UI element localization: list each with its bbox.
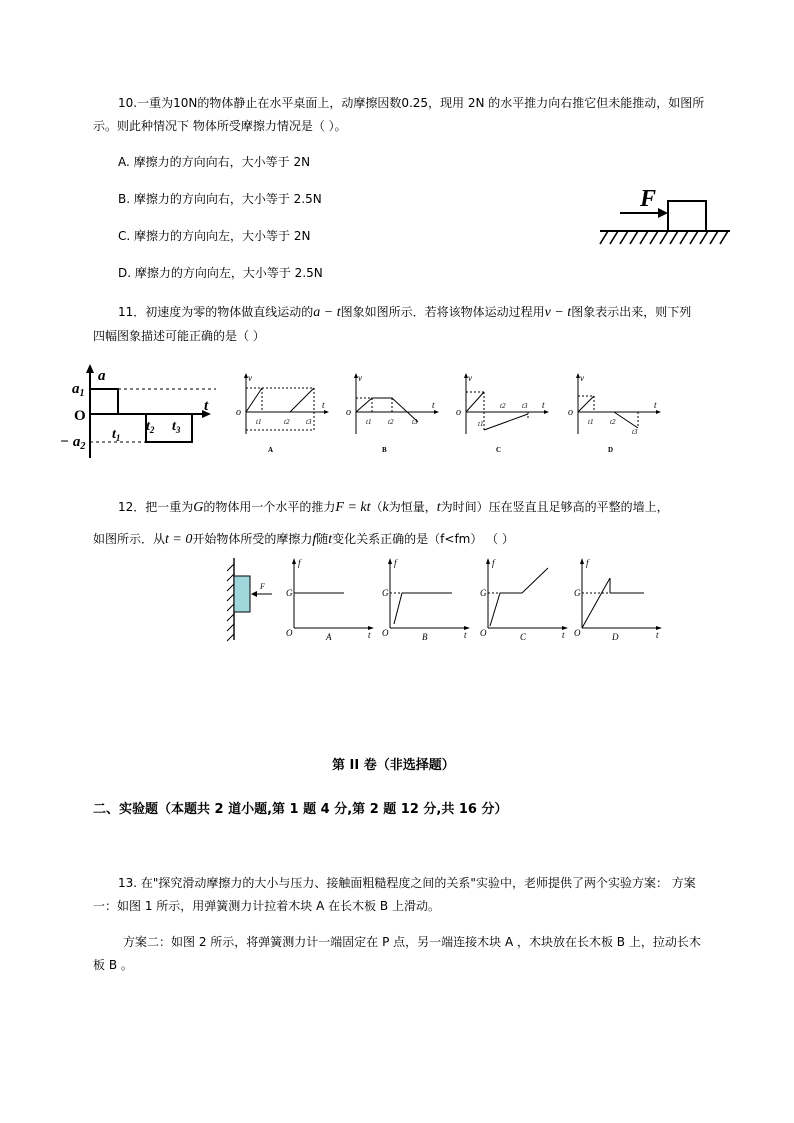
q11-at-graph [56, 362, 226, 462]
q12-ft-graph-a [284, 556, 376, 642]
q12-symbol-t0: t = 0 [165, 532, 193, 547]
q12-line1 [118, 499, 669, 516]
q10-line2: 示。则此种情况下 物体所受摩擦力情况是（ ）。 [93, 119, 347, 133]
q11-vt-d-t-label: t [654, 400, 657, 410]
q12-symbol-f: f [312, 532, 317, 547]
section-title: 第 II 卷（非选择题） [332, 758, 455, 773]
q11-vt-c-label: C [496, 446, 502, 454]
q12-text-line2c: 随 [316, 532, 329, 546]
q12-wall-figure [224, 556, 284, 642]
q12-text-part5: 为时间）压在竖直且足够高的平整的墙上， [440, 500, 669, 514]
q12-symbol-F: F = kt [335, 500, 371, 515]
q12-ft-a-label: A [326, 632, 332, 642]
q11-text-part2: 图象如图所示．若将该物体运动过程用 [340, 305, 545, 319]
q11-vt-c-v-label: v [468, 373, 472, 383]
q11-at-t2-label: $t_2$ [146, 419, 155, 435]
q11-vt-graph-b [344, 372, 444, 456]
q12-ft-graph-d [572, 556, 664, 642]
q11-at-a1-label: $a_1$ [72, 381, 85, 399]
q11-at-origin-label: O [74, 408, 86, 424]
q11-vt-c-t1: t1 [478, 420, 484, 428]
q11-vt-b-t3: t3 [412, 418, 418, 426]
q12-symbol-t2: t [328, 532, 333, 547]
q10-option-a: A. 摩擦力的方向向右，大小等于 2N [118, 155, 311, 169]
q11-symbol-v-t: v − t [544, 305, 572, 320]
q12-ft-d-label: D [612, 632, 619, 642]
q12-ft-b-f-label: f [394, 558, 397, 568]
q12-ft-d-f-label: f [586, 558, 589, 568]
q12-symbol-k: k [382, 500, 389, 515]
q11-vt-d-t3: t3 [632, 428, 638, 436]
q12-ft-c-t-label: t [562, 630, 565, 640]
q11-vt-a-origin: o [236, 407, 241, 418]
q12-ft-a-t-label: t [368, 630, 371, 640]
q11-vt-c-t3: t3 [522, 402, 528, 410]
q11-vt-graph-c [454, 372, 554, 456]
q11-vt-a-t3: t3 [306, 418, 312, 426]
q12-ft-graph-b [380, 556, 472, 642]
q11-vt-d-t1: t1 [588, 418, 594, 426]
q10-figure-block-on-ground [596, 182, 736, 252]
q12-ft-b-label: B [422, 632, 428, 642]
section-heading: 二、实验题（本题共 2 道小题,第 1 题 4 分,第 2 题 12 分,共 16 分） [93, 802, 508, 817]
q11-at-t-axis-label: t [204, 398, 209, 414]
q11-vt-a-label: A [268, 446, 274, 454]
q12-text-part2: 的物体用一个水平的推力 [203, 500, 336, 514]
q12-ft-a-G-label: G [286, 588, 293, 598]
q12-wall-force-label: F [260, 582, 265, 591]
q11-vt-b-t1: t1 [366, 418, 372, 426]
q12-ft-d-origin: O [574, 628, 581, 638]
q11-vt-d-t2: t2 [610, 418, 616, 426]
q11-line2: 四幅图象描述可能正确的是（ ） [93, 329, 265, 343]
q12-text-part3: （ [370, 500, 383, 514]
q12-ft-b-G-label: G [382, 588, 389, 598]
q13-line2: 一：如图 1 所示，用弹簧测力计拉着木块 A 在长木板 B 上滑动。 [93, 899, 440, 913]
q12-ft-graph-c [478, 556, 570, 642]
q12-symbol-t: t [436, 500, 441, 515]
q13-line3: 方案二：如图 2 所示，将弹簧测力计一端固定在 P 点，另一端连接木块 A ，木块放在长木板 B 上，拉动长木 [123, 935, 701, 949]
q12-ft-c-label: C [520, 632, 527, 642]
q11-vt-b-t-label: t [432, 400, 435, 410]
q12-ft-b-origin: O [382, 628, 389, 638]
q12-ft-b-t-label: t [464, 630, 467, 640]
q13-line1: 13. 在"探究滑动摩擦力的大小与压力、接触面粗糙程度之间的关系"实验中，老师提供了两个实验方案： 方案 [118, 876, 696, 890]
q11-at-a-axis-label: a [98, 368, 106, 384]
q10-figure-force-label: F [640, 186, 657, 212]
q11-vt-d-v-label: v [580, 373, 584, 383]
q10-option-d: D. 摩擦力的方向向左，大小等于 2.5N [118, 266, 323, 280]
q12-ft-a-origin: O [286, 628, 293, 638]
q12-text-line2a: 如图所示．从 [93, 532, 166, 546]
q10-option-b: B. 摩擦力的方向向右，大小等于 2.5N [118, 192, 322, 206]
q10-line1: 10.一重为10N的物体静止在水平桌面上，动摩擦因数0.25，现用 2N 的水平推力向右推它但未能推动，如图所 [118, 96, 705, 110]
q11-vt-a-t2: t2 [284, 418, 290, 426]
q12-ft-c-f-label: f [492, 558, 495, 568]
q11-at-t1-label: $t_1$ [112, 427, 121, 443]
q11-vt-a-t1: t1 [256, 418, 262, 426]
q11-symbol-a-t: a − t [313, 305, 341, 320]
q11-vt-b-t2: t2 [388, 418, 394, 426]
q11-vt-graph-d [566, 372, 666, 456]
q11-at-neg-a2-label: − $a_2$ [60, 434, 86, 452]
q12-text-line2d: 变化关系正确的是（f<fm） （ ） [332, 532, 514, 546]
q11-line1 [118, 304, 691, 321]
q12-ft-d-t-label: t [656, 630, 659, 640]
q12-text-part1: 12．把一重为 [118, 500, 194, 514]
q11-vt-b-label: B [382, 446, 387, 454]
q11-at-t3-label: $t_3$ [172, 419, 181, 435]
q12-ft-c-G-label: G [480, 588, 487, 598]
q12-text-part4: 为恒量， [388, 500, 437, 514]
q12-ft-a-f-label: f [298, 558, 301, 568]
q12-text-line2b: 开始物体所受的摩擦力 [192, 532, 313, 546]
q11-vt-b-origin: o [346, 407, 351, 418]
q11-vt-d-label: D [608, 446, 614, 454]
q12-line2 [93, 531, 514, 548]
q13-line4: 板 B 。 [93, 958, 133, 972]
q11-vt-c-t2: t2 [500, 402, 506, 410]
q11-vt-graph-a [234, 372, 334, 456]
q11-text-part3: 图象表示出来，则下列 [571, 305, 692, 319]
q12-symbol-G: G [193, 500, 204, 515]
q12-ft-c-origin: O [480, 628, 487, 638]
q11-vt-d-origin: o [568, 407, 573, 418]
q10-option-c: C. 摩擦力的方向向左，大小等于 2N [118, 229, 311, 243]
q11-vt-c-t-label: t [542, 400, 545, 410]
q12-ft-d-G-label: G [574, 588, 581, 598]
q11-vt-b-v-label: v [358, 373, 362, 383]
q11-vt-a-v-label: v [248, 373, 252, 383]
q11-vt-a-t-label: t [322, 400, 325, 410]
q11-text-part1: 11．初速度为零的物体做直线运动的 [118, 305, 314, 319]
q11-vt-c-origin: o [456, 407, 461, 418]
